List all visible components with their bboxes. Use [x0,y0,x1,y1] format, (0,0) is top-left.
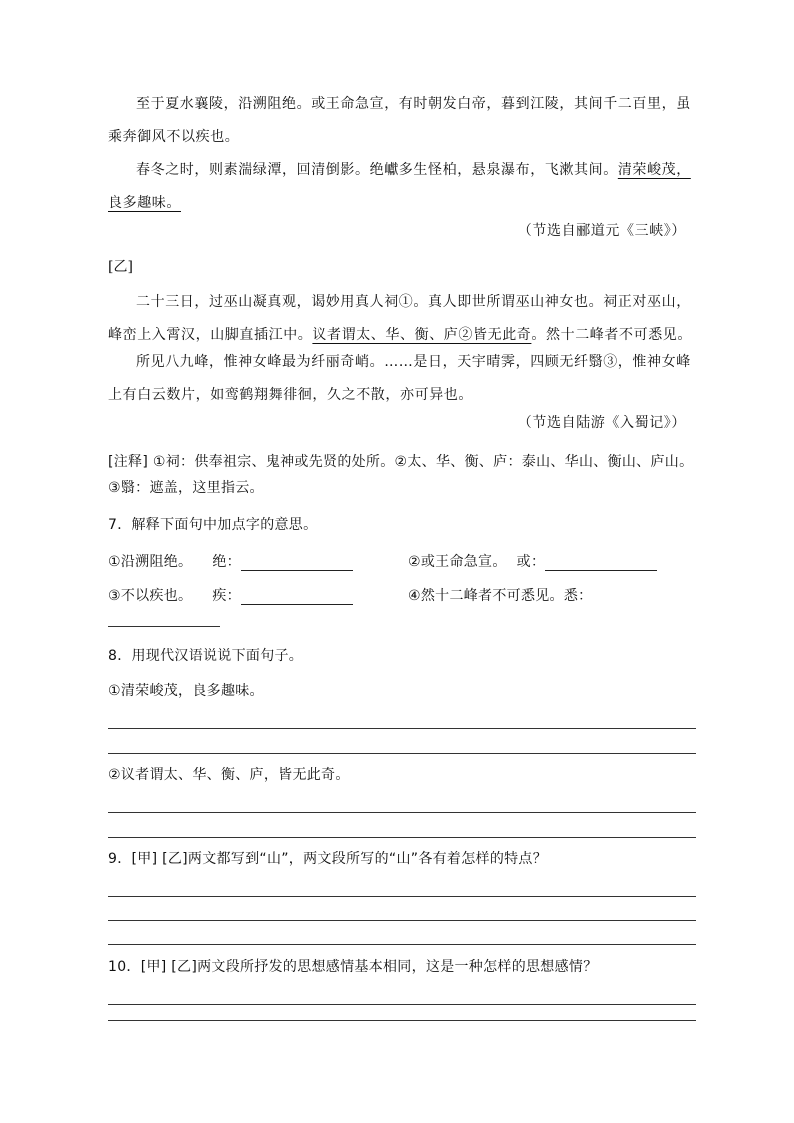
question-10-title: 10．[甲] [乙]两文段所抒发的思想感情基本相同，这是一种怎样的思想感情？ [108,959,598,975]
q7-item-4 [408,585,592,605]
jia-source: （节选自郦道元《三峡》） [517,223,686,239]
question-7-title: 7．解释下面句中加点字的意思。 [108,517,318,533]
jia-paragraph-2-text: 春冬之时，则素湍绿潭，回清倒影。绝巘多生怪柏，悬泉瀑布，飞漱其间。 [136,162,618,178]
q8-answer-line-1a[interactable] [108,728,696,729]
q7-item-2-sentence: ②或王命急宣。 [408,554,507,570]
q7-item-1 [108,551,353,571]
yi-paragraph-1-text: 二十三日，过巫山凝真观，谒妙用真人祠①。真人即世所谓巫山神女也。祠正对巫山，峰峦上入霄汉，山脚直插江中。 [108,294,691,343]
yi-paragraph-2-text: 所见八九峰，惟神女峰最为纤丽奇峭。……是日，天宇晴霁，四顾无纤翳③，惟神女峰上有白云数片，如鸾鹤翔舞徘徊，久之不散，亦可异也。 [108,354,691,403]
q7-answer-blank-3[interactable] [241,588,353,605]
q10-answer-line-2[interactable] [108,1020,696,1021]
q7-answer-blank-4[interactable] [108,626,220,627]
q7-item-1-char: 绝： [212,554,241,570]
q9-answer-line-1[interactable] [108,896,696,897]
q8-answer-line-2a[interactable] [108,812,696,813]
q7-item-2-char: 或： [516,554,546,570]
q8-answer-line-2b[interactable] [108,837,696,838]
yi-paragraph-2 [108,346,696,412]
q7-item-1-sentence: ①沿溯阻绝。 [108,554,193,570]
question-8-title: 8．用现代汉语说说下面句子。 [108,648,304,664]
q7-answer-blank-1[interactable] [241,554,353,571]
q10-answer-line-1[interactable] [108,1004,696,1005]
q7-answer-blank-2[interactable] [545,554,657,571]
jia-paragraph-1-text: 至于夏水襄陵，沿溯阻绝。或王命急宣，有时朝发白帝，暮到江陵，其间千二百里，虽乘奔御风不以疾也。 [108,96,691,145]
jia-paragraph-2 [108,154,696,220]
q8-sentence-1: ①清荣峻茂，良多趣味。 [108,683,264,699]
q7-item-2 [408,551,657,571]
jia-underlined-sentence: 清荣峻茂，良多趣味。 [108,162,691,211]
yi-label: [乙] [108,259,133,275]
yi-source: （节选自陆游《入蜀记》） [517,415,686,431]
jia-paragraph-1 [108,88,696,154]
q9-answer-line-3[interactable] [108,944,696,945]
q8-answer-line-1b[interactable] [108,753,696,754]
q7-item-3-char: 疾： [212,588,241,604]
q7-item-3 [108,585,353,605]
yi-paragraph-1 [108,286,696,352]
q7-item-3-sentence: ③不以疾也。 [108,588,193,604]
annotation-line-2: ③翳：遮盖，这里指云。 [108,480,264,496]
q7-item-4-sentence: ④然十二峰者不可悉见。 [408,588,564,604]
q8-sentence-2: ②议者谓太、华、衡、庐，皆无此奇。 [108,767,350,783]
yi-underlined-sentence: 议者谓太、华、衡、庐②皆无此奇 [312,327,532,343]
annotation-line-1: [注释] ①祠：供奉祖宗、鬼神或先贤的处所。②太、华、衡、庐：泰山、华山、衡山、庐山。 [108,454,694,470]
yi-paragraph-1-tail: 。然十二峰者不可悉见。 [531,327,693,343]
q7-item-4-char: 悉： [563,588,593,604]
question-9-title: 9．[甲] [乙]两文都写到“山”，两文段所写的“山”各有着怎样的特点？ [108,851,548,867]
q9-answer-line-2[interactable] [108,920,696,921]
